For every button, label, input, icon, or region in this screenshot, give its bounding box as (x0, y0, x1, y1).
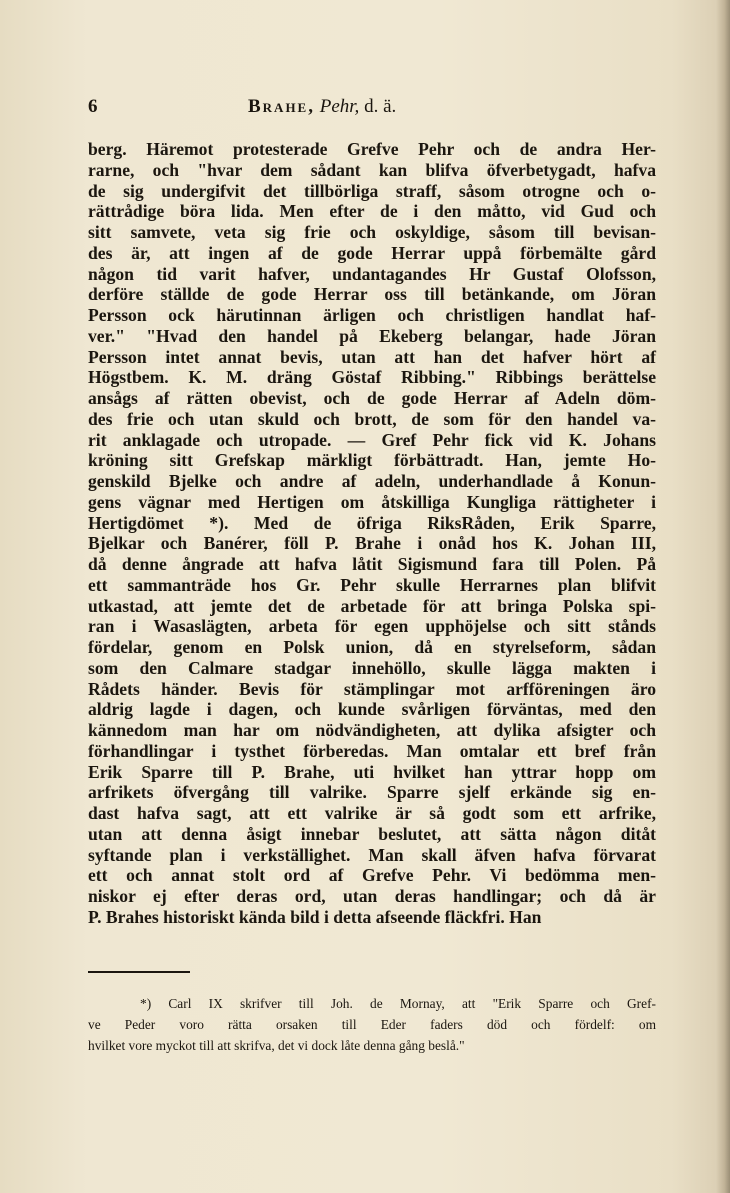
body-line: des är, att ingen af de gode Herrar uppå förbemälte gård (88, 242, 656, 263)
body-line: kröning sitt Grefskap märkligt förbättradt. Han, jemte Ho- (88, 450, 656, 471)
body-line: ett och annat stolt ord af Grefve Pehr. Vi bedömma men- (88, 865, 656, 886)
page-edge-shadow (716, 0, 730, 1193)
body-line: Högstbem. K. M. dräng Göstaf Ribbing." Ribbings berättelse (88, 367, 656, 388)
footnote-line: ve Peder voro rätta orsaken till Eder faders död och fördelf: om (88, 1017, 656, 1032)
running-title-given: Pehr, (319, 96, 360, 117)
body-line: rit anklagade och utropade. — Gref Pehr fick vid K. Johans (88, 429, 656, 450)
body-text (88, 139, 656, 928)
body-line: ansågs af rätten obevist, och de gode Herrar af Adeln döm- (88, 388, 656, 408)
body-line: genskild Bjelke och andre af adeln, underhandlade å Konun- (88, 471, 656, 491)
body-line: ran i Wasaslägten, arbeta för egen upphöjelse och sitt stånds (88, 616, 656, 637)
body-line: Bjelkar och Banérer, föll P. Brahe i onåd hos K. Johan III, (88, 533, 656, 554)
footnote-line: hvilket vore myckot till att skrifva, det vi dock låte denna gång beslå." (88, 1038, 465, 1053)
body-line: rarne, och "hvar dem sådant kan blifva öfverbetygadt, hafva (88, 159, 656, 180)
body-line: sitt samvete, veta sig frie och oskyldige, såsom till bevisan- (88, 222, 656, 242)
body-line: Hertigdömet *). Med de öfriga RiksRåden, Erik Sparre, (88, 512, 656, 533)
body-line: derföre ställde de gode Herrar oss till betänkande, om Jöran (88, 284, 656, 305)
body-line: förhandlingar i tysthet förberedas. Man omtalar ett bref från (88, 740, 656, 761)
body-line: dast hafva sagt, att ett valrike är så godt som ett arfrike, (88, 803, 656, 823)
body-line: rättrådige böra lida. Men efter de i den måtto, vid Gud och (88, 201, 656, 222)
body-line: Persson intet annat bevis, utan att han det hafver hört af (88, 346, 656, 367)
running-title (248, 94, 396, 120)
body-line: P. Brahes historiskt kända bild i detta afseende fläckfri. Han (88, 906, 542, 927)
footnote (88, 993, 656, 1056)
body-line: arfrikets öfvergång till valrike. Sparre sjelf erkände sig en- (88, 782, 656, 803)
body-line: des frie och utan skuld och brott, de som för den handel va- (88, 408, 656, 429)
body-line: berg. Häremot protesterade Grefve Pehr och de andra Her- (88, 139, 656, 159)
running-title-surname: Brahe, (248, 96, 315, 117)
body-line: aldrig lagde i dagen, och kunde svårligen förväntas, med den (88, 699, 656, 720)
page-number: 6 (88, 96, 98, 117)
footnote-line: *) Carl IX skrifver till Joh. de Mornay, att "Erik Sparre och Gref- (140, 996, 656, 1011)
body-line: Persson ock härutinnan ärligen och christligen handlat haf- (88, 305, 656, 325)
body-line: kännedom man har om nödvändigheten, att dylika afsigter och (88, 720, 656, 740)
page-header (88, 94, 648, 120)
footnote-rule (88, 971, 190, 973)
body-line: ett sammanträde hos Gr. Pehr skulle Herrarnes plan blifvit (88, 574, 656, 595)
body-line: fördelar, genom en Polsk union, då en styrelseform, sådan (88, 637, 656, 657)
body-line: utkastad, att jemte det de arbetade för att bringa Polska spi- (88, 595, 656, 616)
body-line: Erik Sparre till P. Brahe, uti hvilket han yttrar hopp om (88, 761, 656, 782)
body-line: då denne ångrade att hafva låtit Sigismund fara till Polen. På (88, 554, 656, 574)
body-line: gens vägnar med Hertigen om åtskilliga Kungliga rättigheter i (88, 491, 656, 512)
body-line: någon tid varit hafver, undantagandes Hr Gustaf Olofsson, (88, 263, 656, 284)
body-line: niskor ej efter deras ord, utan deras handlingar; och då är (88, 886, 656, 906)
body-line: syftande plan i verkställighet. Man skall äfven hafva förvarat (88, 844, 656, 865)
body-line: ver." "Hvad den handel på Ekeberg belangar, hade Jöran (88, 325, 656, 346)
body-line: utan att denna åsigt innebar beslutet, att sätta någon ditåt (88, 823, 656, 844)
body-line: de sig undergifvit det tillbörliga straff, såsom otrogne och o- (88, 180, 656, 201)
body-line: som den Calmare stadgar innehöllo, skulle lägga makten i (88, 657, 656, 678)
running-title-suffix: d. ä. (364, 96, 397, 117)
body-line: Rådets händer. Bevis för stämplingar mot arfföreningen äro (88, 678, 656, 699)
